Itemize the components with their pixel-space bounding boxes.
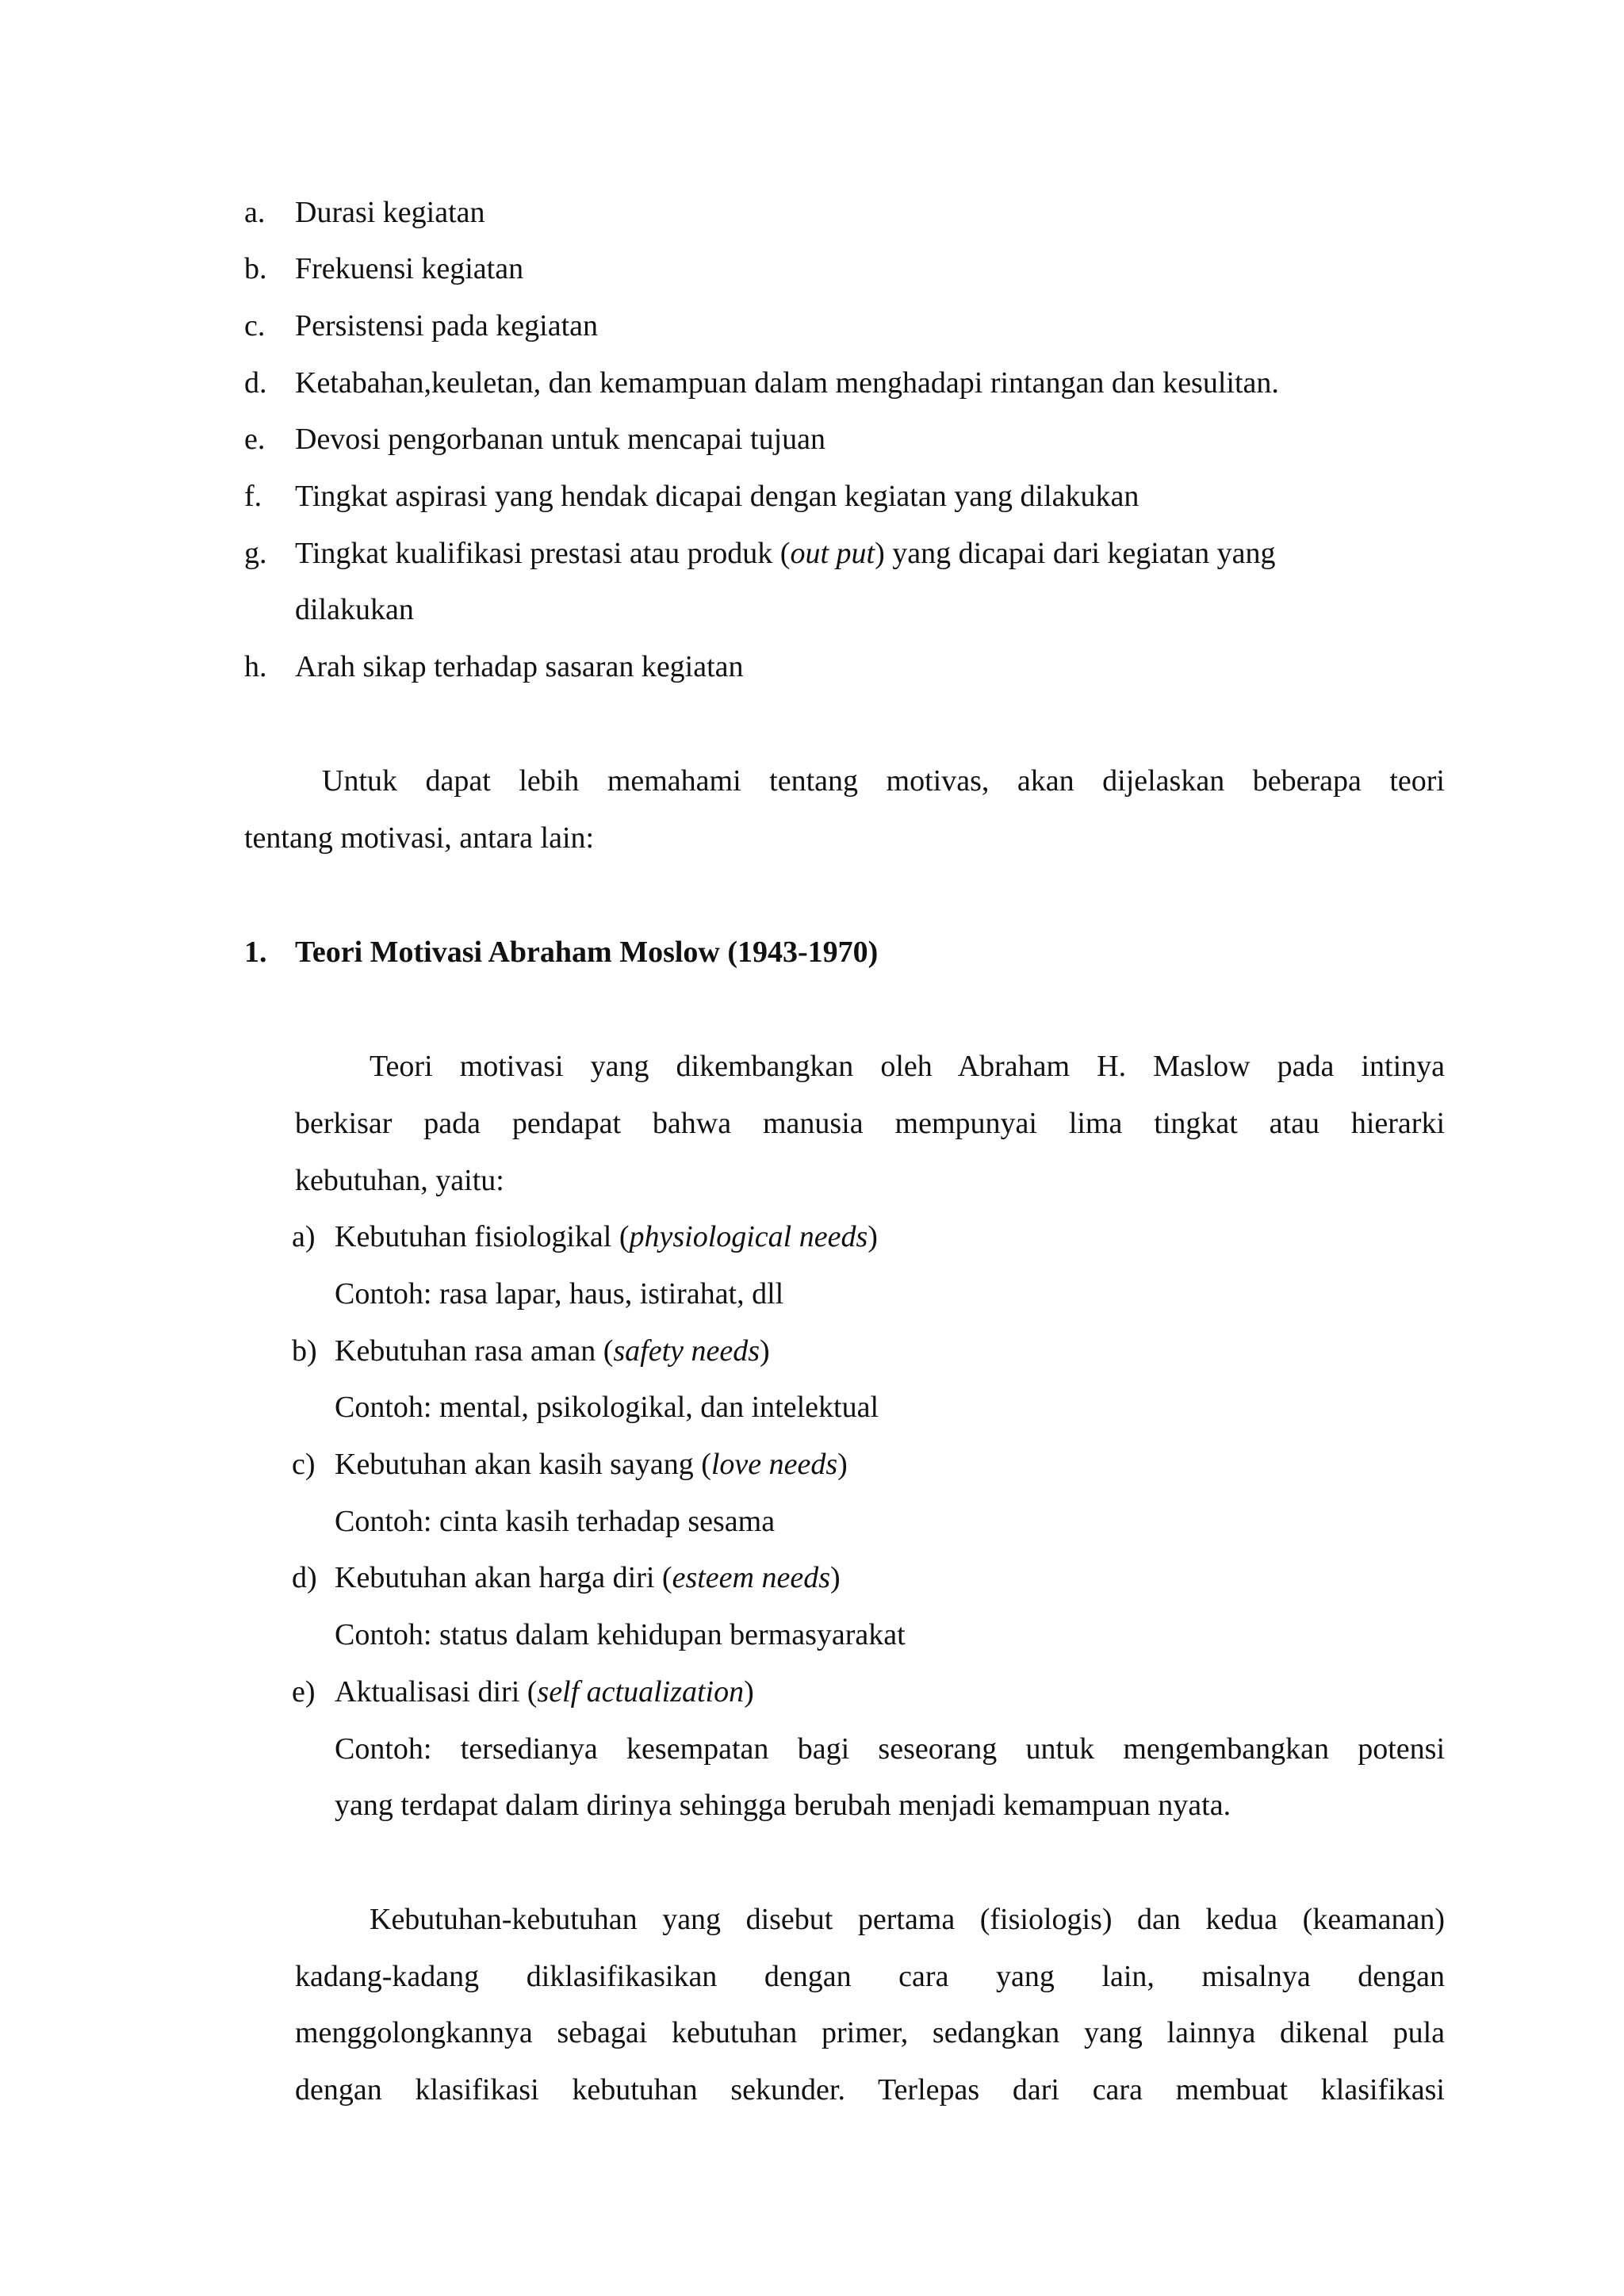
need-item-e — [335, 1674, 754, 1710]
need-e-text: Aktualisasi diri ( — [335, 1675, 538, 1709]
list-item-d: Ketabahan,keuletan, dan kemampuan dalam menghadapi rintangan dan kesulitan. — [295, 366, 1279, 400]
section-number: 1. — [244, 936, 267, 969]
list-marker-f: f. — [244, 480, 262, 513]
need-example-b: Contoh: mental, psikologikal, dan intelektual — [335, 1391, 879, 1424]
intro-paragraph-line1: Untuk dapat lebih memahami tentang motivas, akan dijelaskan beberapa teori — [322, 764, 1445, 798]
list-marker-d: d. — [244, 366, 267, 400]
list-item-g-before: Tingkat kualifikasi prestasi atau produk ( — [295, 537, 791, 570]
need-c-after: ) — [837, 1448, 848, 1481]
list-item-b: Frekuensi kegiatan — [295, 252, 524, 285]
need-example-c: Contoh: cinta kasih terhadap sesama — [335, 1505, 776, 1538]
need-c-text: Kebutuhan akan kasih sayang ( — [335, 1448, 711, 1481]
list-marker-e: e. — [244, 423, 266, 456]
list-marker-g: g. — [244, 537, 267, 570]
list-item-e: Devosi pengorbanan untuk mencapai tujuan — [295, 423, 826, 456]
need-b-text: Kebutuhan rasa aman ( — [335, 1334, 614, 1368]
list-item-g-italic: out put — [790, 537, 875, 570]
list-item-g — [295, 535, 1445, 572]
need-marker-c: c) — [292, 1448, 316, 1481]
need-e-after: ) — [744, 1675, 754, 1709]
list-item-c: Persistensi pada kegiatan — [295, 309, 599, 342]
closing-paragraph-line2: kadang-kadang diklasifikasikan dengan cara yang lain, misalnya dengan — [295, 1960, 1445, 1993]
list-item-a: Durasi kegiatan — [295, 196, 485, 229]
need-example-e-cont: yang terdapat dalam dirinya sehingga berubah menjadi kemampuan nyata. — [335, 1789, 1231, 1822]
list-item-h: Arah sikap terhadap sasaran kegiatan — [295, 650, 744, 683]
need-d-after: ) — [830, 1561, 841, 1594]
need-a-text: Kebutuhan fisiologikal ( — [335, 1220, 630, 1253]
need-d-text: Kebutuhan akan harga diri ( — [335, 1561, 672, 1594]
list-marker-c: c. — [244, 309, 266, 342]
need-d-italic: esteem needs — [672, 1561, 831, 1594]
closing-paragraph-line1: Kebutuhan-kebutuhan yang disebut pertama (fisiologis) dan kedua (keamanan) — [370, 1903, 1445, 1936]
need-example-d: Contoh: status dalam kehidupan bermasyarakat — [335, 1618, 906, 1651]
closing-paragraph-line4: dengan klasifikasi kebutuhan sekunder. Terlepas dari cara membuat klasifikasi — [295, 2073, 1445, 2107]
need-marker-b: b) — [292, 1334, 317, 1368]
maslow-intro-line2: berkisar pada pendapat bahwa manusia mempunyai lima tingkat atau hierarki — [295, 1107, 1445, 1140]
list-marker-a: a. — [244, 196, 266, 229]
intro-paragraph-line2: tentang motivasi, antara lain: — [244, 821, 595, 855]
need-example-a: Contoh: rasa lapar, haus, istirahat, dll — [335, 1277, 784, 1311]
list-item-g-cont: dilakukan — [295, 593, 414, 626]
need-item-b — [335, 1333, 770, 1369]
need-a-italic: physiological needs — [629, 1220, 868, 1253]
need-b-after: ) — [760, 1334, 770, 1368]
list-marker-h: h. — [244, 650, 267, 683]
need-b-italic: safety needs — [613, 1334, 760, 1368]
need-marker-e: e) — [292, 1675, 316, 1709]
list-item-g-after: ) yang dicapai dari kegiatan yang — [875, 537, 1276, 570]
need-item-c — [335, 1446, 848, 1483]
closing-paragraph-line3: menggolongkannya sebagai kebutuhan primer, sedangkan yang lainnya dikenal pula — [295, 2016, 1445, 2049]
need-marker-a: a) — [292, 1220, 316, 1253]
maslow-intro-line1: Teori motivasi yang dikembangkan oleh Abraham H. Maslow pada intinya — [370, 1050, 1445, 1083]
need-item-d — [335, 1559, 841, 1596]
need-example-e: Contoh: tersedianya kesempatan bagi seseorang untuk mengembangkan potensi — [335, 1732, 1445, 1766]
list-item-f: Tingkat aspirasi yang hendak dicapai dengan kegiatan yang dilakukan — [295, 480, 1139, 513]
list-marker-b: b. — [244, 252, 267, 285]
section-title: Teori Motivasi Abraham Moslow (1943-1970) — [295, 936, 879, 969]
maslow-intro-line3: kebutuhan, yaitu: — [295, 1164, 504, 1197]
need-e-italic: self actualization — [537, 1675, 745, 1709]
need-a-after: ) — [868, 1220, 878, 1253]
need-c-italic: love needs — [710, 1448, 838, 1481]
list-item-g-text — [295, 535, 1275, 572]
need-marker-d: d) — [292, 1561, 317, 1594]
need-item-a — [335, 1219, 878, 1255]
